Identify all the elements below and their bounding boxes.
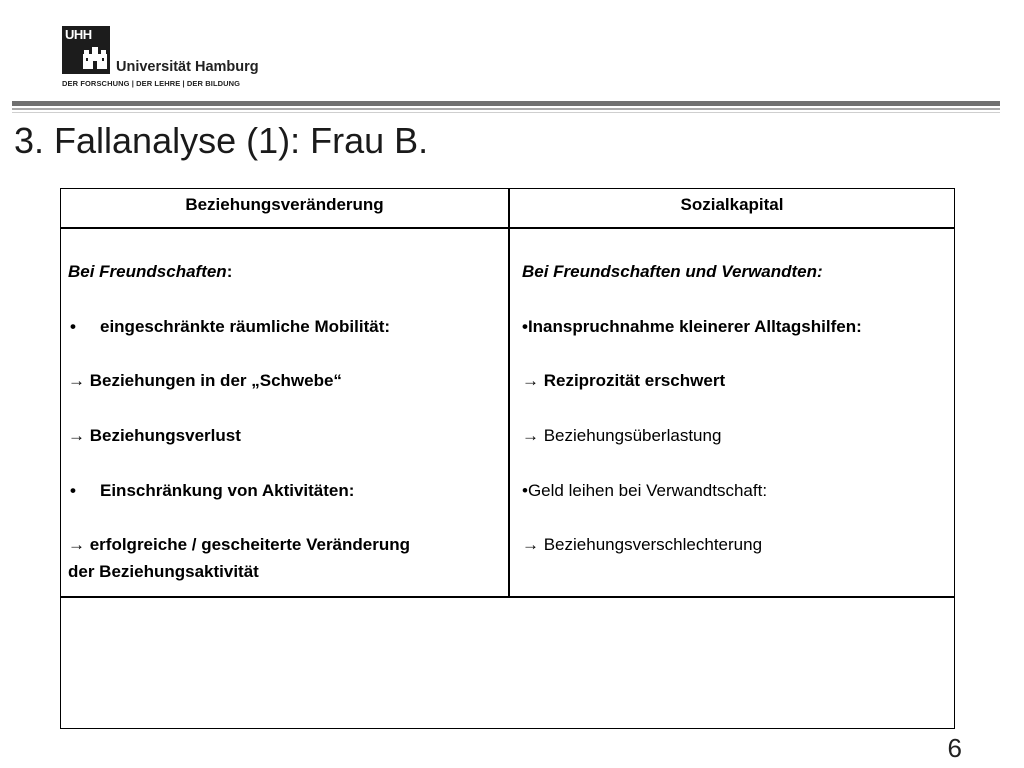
- slide-title: 3. Fallanalyse (1): Frau B.: [14, 120, 429, 161]
- left-arrow-1: → Beziehungen in der „Schwebe“: [68, 371, 342, 390]
- logo-name: Universität Hamburg: [116, 59, 259, 75]
- right-heading: Bei Freundschaften und Verwandten:: [522, 262, 823, 281]
- table-column-divider: [508, 189, 510, 598]
- left-arrow-3-line-2: der Beziehungsaktivität: [68, 562, 259, 581]
- header-beziehungsveraenderung: Beziehungsveränderung: [185, 195, 384, 214]
- header-divider: [12, 101, 1000, 106]
- logo-mark-text: UHH: [65, 27, 92, 42]
- left-arrow-3-line-1: → erfolgreiche / gescheiterte Veränderung: [68, 535, 411, 554]
- left-item-2-bullet: •: [70, 481, 76, 500]
- right-arrow-3: → Beziehungsverschlechterung: [522, 535, 763, 554]
- castle-icon: [82, 46, 108, 70]
- right-arrow-1: → Reziprozität erschwert: [522, 371, 726, 390]
- logo-tagline: DER FORSCHUNG | DER LEHRE | DER BILDUNG: [62, 79, 241, 88]
- header-sozialkapital: Sozialkapital: [680, 195, 784, 214]
- left-item-1-bullet: •: [70, 317, 76, 336]
- header-divider-secondary: [12, 108, 1000, 110]
- left-heading: [68, 258, 232, 285]
- right-arrow-2: → Beziehungsüberlastung: [522, 426, 722, 445]
- left-arrow-2: → Beziehungsverlust: [68, 426, 241, 445]
- right-item-1: •Inanspruchnahme kleinerer Alltagshilfen:: [522, 317, 862, 336]
- right-item-2: •Geld leihen bei Verwandtschaft:: [522, 481, 768, 500]
- page-number: 6: [947, 733, 962, 763]
- left-heading-text: Bei Freundschaften: [68, 262, 227, 281]
- header-divider-tertiary: [12, 112, 1000, 113]
- empty-bottom-row: [61, 598, 954, 728]
- university-logo: [62, 26, 262, 92]
- logo-mark: [62, 26, 110, 74]
- left-item-2-text: Einschränkung von Aktivitäten:: [100, 481, 355, 500]
- left-item-1-text: eingeschränkte räumliche Mobilität:: [100, 317, 391, 336]
- left-heading-suffix: :: [226, 262, 233, 281]
- analysis-table: [60, 188, 955, 729]
